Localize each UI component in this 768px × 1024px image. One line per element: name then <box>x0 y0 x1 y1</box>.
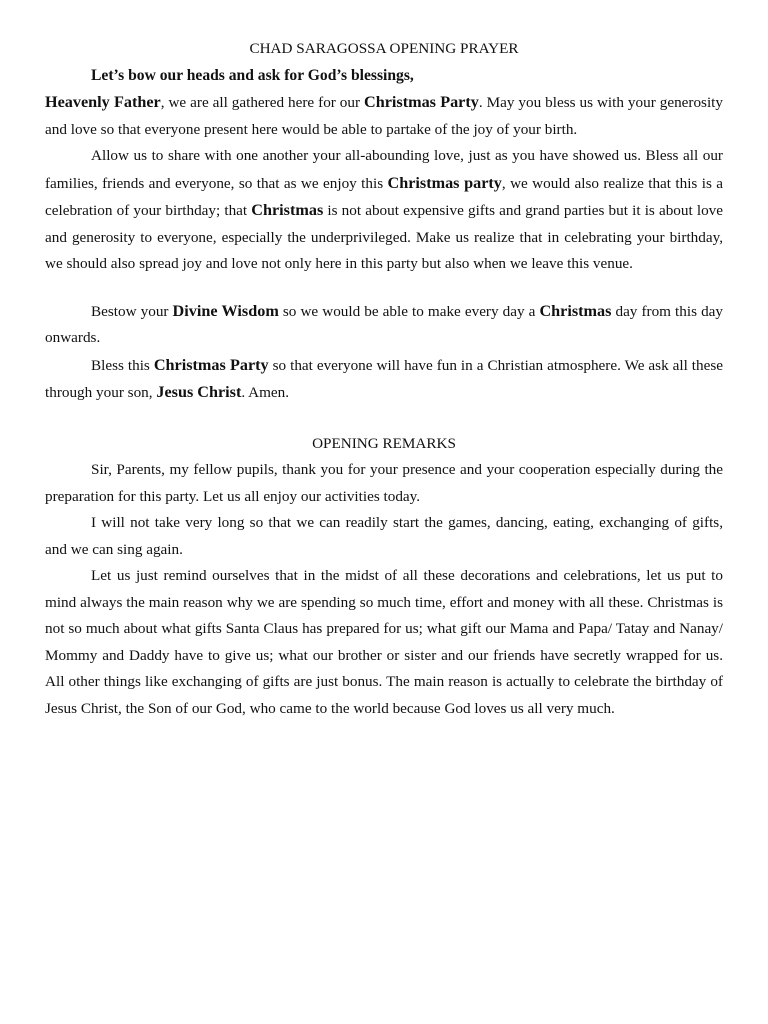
christmas-party-phrase: Christmas Party <box>364 93 479 111</box>
remarks-paragraph-1: Sir, Parents, my fellow pupils, thank you for your presence and your cooperation especially during the preparation for this party. Let us all enjoy our activities today. <box>45 461 723 505</box>
prayer-intro-text-1: Let’s bow our heads and ask for <box>91 66 308 84</box>
prayer-p3-text-3: day from this day onwards. <box>45 302 723 346</box>
prayer-p1-text-2: . May you bless us with your generosity and love so that everyone present here would be able to partake of the joy of your birth. <box>45 94 723 138</box>
prayer-paragraph-4 <box>45 352 723 407</box>
prayer-paragraph-3 <box>45 298 723 352</box>
prayer-p4-text-3: . Amen. <box>241 384 290 401</box>
document-body <box>45 36 723 722</box>
prayer-intro <box>45 63 723 90</box>
prayer-paragraph-1 <box>45 89 723 143</box>
paragraph-spacer <box>45 278 723 298</box>
christmas-party-phrase: Christmas Party <box>153 355 269 374</box>
christmas-phrase: Christmas <box>251 201 324 219</box>
prayer-p3-text-1: Bestow your <box>91 302 173 320</box>
christmas-party-phrase: Christmas party <box>387 173 502 192</box>
christmas-phrase: Christmas <box>539 301 612 320</box>
remarks-paragraph-2: I will not take very long so that we can readily start the games, dancing, eating, exchanging of gifts, and we can sing again. <box>45 514 723 558</box>
prayer-intro-text-2: ’s blessings, <box>336 66 414 84</box>
prayer-title: CHAD SARAGOSSA OPENING PRAYER <box>249 40 519 57</box>
prayer-p4-text-2: so that everyone will have fun in a Christian atmosphere. We ask all these through your son, <box>45 356 724 401</box>
prayer-p4-text-1: Bless this <box>91 356 154 374</box>
prayer-p2-text-2: , we would also realize that this is a celebration of your birthday; that <box>45 174 723 219</box>
section-spacer <box>45 407 723 431</box>
divine-wisdom-phrase: Divine Wisdom <box>172 301 279 320</box>
remarks-title: OPENING REMARKS <box>312 434 456 452</box>
remarks-paragraph-3: Let us just remind ourselves that in the midst of all these decorations and celebrations, let us put to mind always the main reason why we are spending so much time, effort and money with all these. Christmas is not so much about what gifts Santa Claus has prepared for us; what gift our Mama and Papa/ Tatay and Nanay/ Mommy and Daddy have to give us; what our brother or sister and our friends have secretly wrapped for us. All other things like exchanging of gifts are just bonus. The main reason is actually to celebrate the birthday of Jesus Christ, the Son of our God, who came to the world because God loves us all very much. <box>45 567 723 717</box>
jesus-christ-phrase: Jesus Christ <box>156 383 242 401</box>
prayer-p2-text-1: Allow us to share with one another your all-abounding love, just as you have showed us. Bless all our families, friends and everyone, so that as we enjoy this <box>45 147 723 192</box>
prayer-p1-text-1: , we are all gathered here for our <box>160 94 365 111</box>
prayer-p2-text-3: is not about expensive gifts and grand parties but it is about love and generosity to everyone, especially the underprivileged. Make us realize that in celebrating your birthday, we should also spread joy and love not only here in this party but also when we leave this venue. <box>45 202 723 272</box>
prayer-paragraph-2 <box>45 143 723 278</box>
prayer-intro-god: God <box>307 66 337 84</box>
prayer-p3-text-2: so we would be able to make every day a <box>278 302 540 320</box>
heavenly-father-phrase: Heavenly Father <box>45 93 161 111</box>
